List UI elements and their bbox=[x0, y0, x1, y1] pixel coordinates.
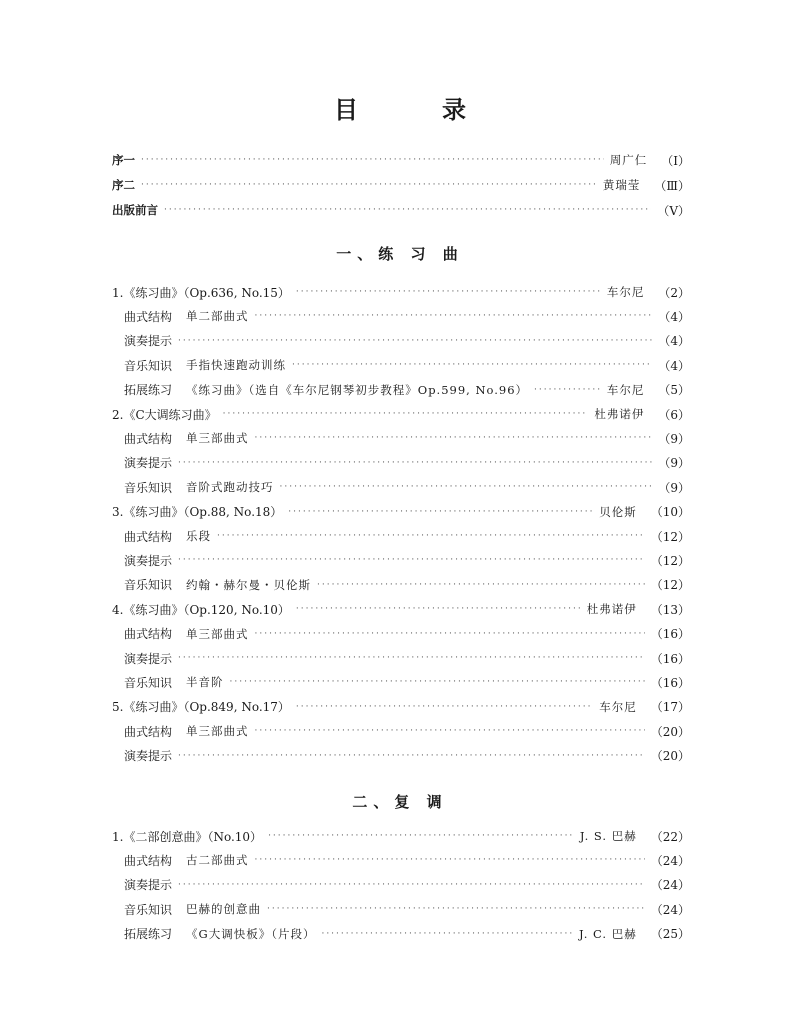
entry-author: 车尔尼 bbox=[606, 285, 645, 299]
toc-entry[interactable] bbox=[124, 453, 690, 473]
page-number: （25） bbox=[650, 927, 690, 942]
page-number: （16） bbox=[650, 627, 690, 642]
entry-description: 《练习曲》（选自《车尔尼钢琴初步教程》Op.599, No.96） bbox=[186, 382, 529, 397]
toc-entry[interactable] bbox=[112, 502, 690, 522]
toc-entry[interactable] bbox=[124, 331, 690, 351]
page-number: （20） bbox=[650, 724, 690, 739]
entry-title: 演奏提示 bbox=[124, 749, 173, 764]
page-number: （6） bbox=[658, 407, 690, 422]
entry-title: 1.《二部创意曲》（No.10） bbox=[112, 829, 263, 844]
page-number: （22） bbox=[650, 829, 690, 844]
toc-entry[interactable] bbox=[124, 648, 690, 668]
entry-description: 单三部曲式 bbox=[186, 626, 249, 641]
toc-entry[interactable] bbox=[124, 355, 690, 375]
dot-leader bbox=[178, 746, 645, 766]
dot-leader bbox=[534, 380, 601, 400]
entry-description: 半音阶 bbox=[186, 675, 224, 690]
entry-title: 序一 bbox=[112, 153, 135, 167]
entry-title: 拓展练习 bbox=[124, 927, 173, 942]
page-number: （17） bbox=[650, 700, 690, 715]
entry-title: 演奏提示 bbox=[124, 878, 173, 893]
entry-description: 单三部曲式 bbox=[186, 724, 249, 739]
entry-author: 车尔尼 bbox=[599, 699, 637, 714]
dot-leader bbox=[267, 899, 645, 919]
page-number: （24） bbox=[650, 878, 690, 893]
entry-author: 车尔尼 bbox=[606, 382, 645, 397]
toc-entry[interactable] bbox=[112, 404, 690, 424]
entry-description: 手指快速跑动训练 bbox=[186, 358, 287, 373]
entry-description: 《G大调快板》（片段） bbox=[186, 926, 316, 941]
toc-entry[interactable] bbox=[112, 282, 690, 302]
dot-leader bbox=[292, 355, 652, 375]
entry-title: 演奏提示 bbox=[124, 651, 173, 666]
entry-title: 音乐知识 bbox=[124, 675, 173, 690]
page-number: （9） bbox=[658, 456, 690, 471]
dot-leader bbox=[288, 502, 593, 522]
dot-leader bbox=[178, 875, 645, 895]
entry-author: J. C. 巴赫 bbox=[578, 926, 637, 941]
entry-description: 音阶式跑动技巧 bbox=[186, 480, 274, 495]
toc-entry[interactable] bbox=[124, 306, 690, 326]
page-number: （4） bbox=[658, 334, 690, 349]
toc-entry[interactable] bbox=[112, 697, 690, 717]
dot-leader bbox=[178, 331, 652, 351]
toc-entry[interactable] bbox=[112, 150, 690, 170]
page-number: （12） bbox=[650, 578, 690, 593]
entry-description: 古二部曲式 bbox=[186, 853, 249, 868]
dot-leader bbox=[296, 697, 593, 717]
page-number: （10） bbox=[650, 505, 690, 520]
dot-leader bbox=[280, 477, 653, 497]
dot-leader bbox=[178, 648, 645, 668]
dot-leader bbox=[141, 175, 597, 195]
entry-author: 杜弗诺伊 bbox=[594, 407, 645, 421]
page-number: （16） bbox=[650, 675, 690, 690]
entry-title: 拓展练习 bbox=[124, 383, 173, 398]
toc-entry[interactable] bbox=[112, 599, 690, 619]
dot-leader bbox=[255, 428, 653, 448]
entry-author: 周广仁 bbox=[609, 153, 648, 167]
entry-title: 演奏提示 bbox=[124, 334, 173, 349]
toc-entry[interactable] bbox=[124, 575, 690, 595]
entry-title: 音乐知识 bbox=[124, 578, 173, 593]
entry-description: 乐段 bbox=[186, 529, 212, 543]
entry-title: 演奏提示 bbox=[124, 456, 173, 471]
toc-entry[interactable] bbox=[124, 526, 690, 546]
page-title: 目 录 bbox=[334, 95, 496, 124]
toc-entry[interactable] bbox=[124, 746, 690, 766]
toc-entry[interactable] bbox=[124, 924, 690, 944]
entry-title: 1.《练习曲》（Op.636, No.15） bbox=[112, 285, 290, 300]
entry-title: 音乐知识 bbox=[124, 358, 173, 373]
entry-description: 巴赫的创意曲 bbox=[186, 902, 262, 917]
page-number: （4） bbox=[658, 358, 690, 373]
page-number: （9） bbox=[658, 480, 690, 495]
dot-leader bbox=[317, 575, 645, 595]
page-number: （Ⅴ） bbox=[657, 203, 690, 218]
entry-description: 约翰・赫尔曼・贝伦斯 bbox=[186, 577, 312, 592]
entry-title: 5.《练习曲》（Op.849, No.17） bbox=[112, 700, 290, 715]
section-heading-etudes: 一、练 习 曲 bbox=[336, 245, 464, 263]
entry-title: 曲式结构 bbox=[124, 853, 173, 868]
dot-leader bbox=[178, 550, 645, 570]
dot-leader bbox=[141, 150, 604, 170]
page-number: （Ⅰ） bbox=[661, 153, 690, 168]
dot-leader bbox=[321, 924, 573, 944]
dot-leader bbox=[296, 282, 601, 302]
toc-entry[interactable] bbox=[124, 380, 690, 400]
page-number: （4） bbox=[658, 309, 690, 324]
toc-entry[interactable] bbox=[124, 875, 690, 895]
toc-entry[interactable] bbox=[124, 550, 690, 570]
page-number: （9） bbox=[658, 431, 690, 446]
entry-title: 出版前言 bbox=[112, 203, 158, 217]
entry-title: 曲式结构 bbox=[124, 627, 173, 642]
section-heading-polyphony: 二、复 调 bbox=[352, 793, 448, 811]
dot-leader bbox=[217, 526, 645, 546]
entry-author: 黄瑞莹 bbox=[602, 178, 641, 192]
page-number: （2） bbox=[658, 285, 690, 300]
entry-title: 4.《练习曲》（Op.120, No.10） bbox=[112, 602, 290, 617]
entry-title: 3.《练习曲》（Op.88, No.18） bbox=[112, 505, 283, 520]
toc-entry[interactable] bbox=[112, 175, 690, 195]
entry-title: 音乐知识 bbox=[124, 902, 173, 917]
toc-entry[interactable] bbox=[124, 428, 690, 448]
entry-title: 曲式结构 bbox=[124, 529, 173, 544]
dot-leader bbox=[255, 306, 653, 326]
entry-author: 贝伦斯 bbox=[599, 504, 637, 519]
dot-leader bbox=[296, 599, 581, 619]
toc-entry[interactable] bbox=[112, 826, 690, 846]
page-number: （12） bbox=[650, 529, 690, 544]
entry-title: 2.《C大调练习曲》 bbox=[112, 407, 217, 422]
page-number: （24） bbox=[650, 902, 690, 917]
page-number: （13） bbox=[650, 602, 690, 617]
dot-leader bbox=[255, 624, 645, 644]
entry-title: 曲式结构 bbox=[124, 431, 173, 446]
page-number: （5） bbox=[658, 383, 690, 398]
dot-leader bbox=[255, 721, 645, 741]
entry-author: 杜弗诺伊 bbox=[586, 602, 637, 617]
entry-description: 单三部曲式 bbox=[186, 431, 249, 446]
page-number: （20） bbox=[650, 749, 690, 764]
toc-entry[interactable] bbox=[124, 672, 690, 692]
dot-leader bbox=[268, 826, 574, 846]
dot-leader bbox=[164, 200, 651, 220]
dot-leader bbox=[223, 404, 589, 424]
entry-title: 音乐知识 bbox=[124, 480, 173, 495]
toc-entry[interactable] bbox=[124, 850, 690, 870]
toc-entry[interactable] bbox=[124, 477, 690, 497]
toc-entry[interactable] bbox=[124, 721, 690, 741]
entry-title: 演奏提示 bbox=[124, 553, 173, 568]
page-number: （12） bbox=[650, 553, 690, 568]
entry-title: 曲式结构 bbox=[124, 724, 173, 739]
entry-author: J. S. 巴赫 bbox=[579, 829, 637, 843]
toc-entry[interactable] bbox=[124, 899, 690, 919]
dot-leader bbox=[255, 850, 645, 870]
page-number: （24） bbox=[650, 853, 690, 868]
entry-title: 曲式结构 bbox=[124, 309, 173, 324]
entry-description: 单二部曲式 bbox=[186, 309, 249, 324]
toc-entry[interactable] bbox=[124, 624, 690, 644]
page-number: （16） bbox=[650, 651, 690, 666]
entry-title: 序二 bbox=[112, 178, 135, 192]
dot-leader bbox=[230, 672, 645, 692]
page-number: （Ⅲ） bbox=[654, 178, 690, 193]
toc-entry[interactable] bbox=[112, 200, 690, 220]
dot-leader bbox=[178, 453, 652, 473]
